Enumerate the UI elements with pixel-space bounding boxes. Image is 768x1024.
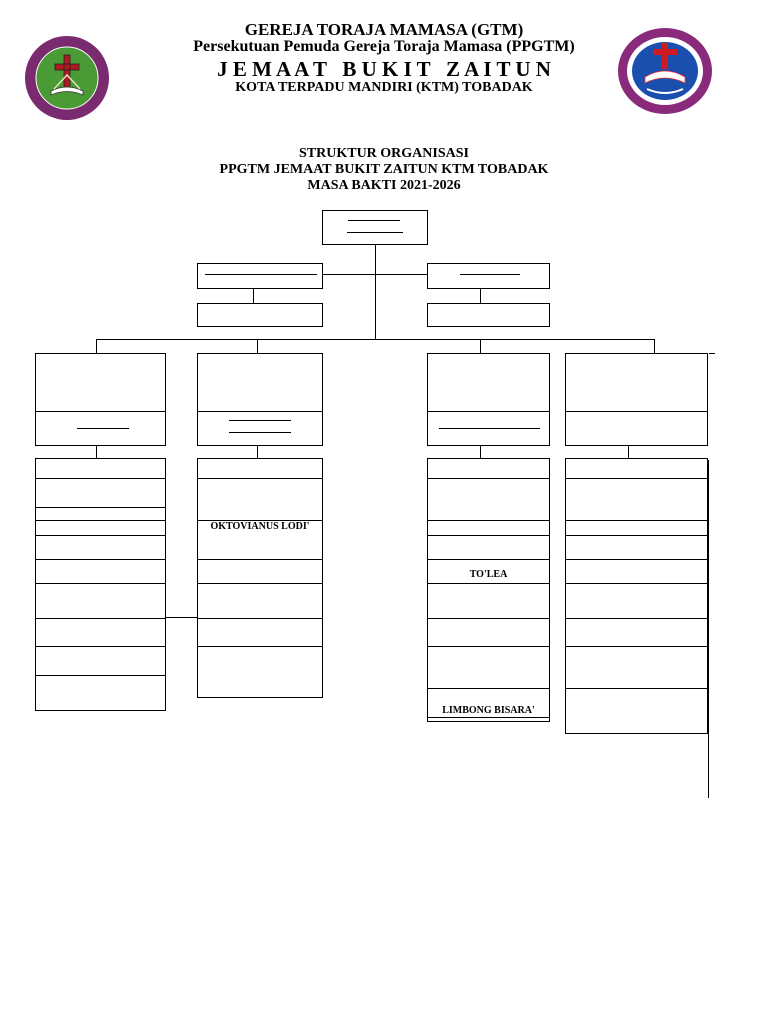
member-list-1 — [35, 458, 166, 711]
row-divider — [428, 478, 549, 479]
row-divider — [428, 559, 549, 560]
org-structure-title: STRUKTUR ORGANISASI — [299, 146, 469, 161]
row-divider — [36, 520, 165, 521]
header-congregation: J E M A A T B U K I T Z A I T U N — [217, 57, 551, 81]
chairman-name-line — [348, 220, 400, 221]
division-2-name-line — [229, 420, 291, 421]
row-divider — [566, 688, 707, 689]
row-divider — [428, 520, 549, 521]
divider — [198, 411, 322, 412]
member-name: TO'LEA — [469, 569, 508, 580]
row-divider — [566, 583, 707, 584]
connector — [654, 339, 655, 353]
connector — [96, 339, 97, 353]
row-divider — [428, 535, 549, 536]
secretary-box — [197, 263, 323, 289]
connector — [480, 339, 481, 353]
row-divider — [428, 618, 549, 619]
row-divider — [566, 478, 707, 479]
row-divider — [36, 646, 165, 647]
division-box-2 — [197, 353, 323, 446]
row-divider — [566, 559, 707, 560]
org-structure-period: MASA BAKTI 2021-2026 — [307, 178, 461, 193]
row-divider — [36, 618, 165, 619]
row-divider — [198, 583, 322, 584]
row-divider — [566, 618, 707, 619]
divider — [428, 411, 549, 412]
connector — [253, 289, 254, 303]
row-divider — [428, 583, 549, 584]
divider — [36, 411, 165, 412]
header-church-name: GEREJA TORAJA MAMASA (GTM) — [244, 20, 524, 39]
division-box-4 — [565, 353, 708, 446]
row-divider — [36, 478, 165, 479]
member-list-3 — [427, 458, 550, 722]
secretary-name-line — [205, 274, 317, 275]
member-list-2 — [197, 458, 323, 698]
connector — [628, 446, 629, 458]
row-divider — [428, 717, 549, 718]
org-structure-subtitle: PPGTM JEMAAT BUKIT ZAITUN KTM TOBADAK — [219, 162, 549, 177]
row-divider — [36, 675, 165, 676]
row-divider — [566, 535, 707, 536]
divider — [566, 411, 707, 412]
row-divider — [36, 535, 165, 536]
header-city: KOTA TERPADU MANDIRI (KTM) TOBADAK — [235, 80, 533, 95]
row-divider — [198, 618, 322, 619]
connector — [257, 339, 258, 353]
treasurer-name-line — [460, 274, 520, 275]
connector — [709, 353, 715, 354]
row-divider — [36, 559, 165, 560]
member-list-4 — [565, 458, 708, 734]
connector — [166, 617, 197, 618]
deputy-treasurer-box — [427, 303, 550, 327]
row-divider — [198, 559, 322, 560]
connector — [257, 446, 258, 458]
division-box-1 — [35, 353, 166, 446]
row-divider — [566, 646, 707, 647]
division-box-3 — [427, 353, 550, 446]
connector — [323, 274, 427, 275]
row-divider — [566, 520, 707, 521]
connector — [708, 460, 709, 798]
connector — [96, 446, 97, 458]
chairman-title-line — [347, 232, 403, 233]
connector — [96, 339, 655, 340]
row-divider — [428, 646, 549, 647]
treasurer-box — [427, 263, 550, 289]
member-name: LIMBONG BISARA' — [442, 705, 535, 716]
row-divider — [36, 507, 165, 508]
row-divider — [198, 478, 322, 479]
connector — [480, 289, 481, 303]
deputy-secretary-box — [197, 303, 323, 327]
member-name: OKTOVIANUS LODI' — [210, 521, 310, 532]
header-youth-fellowship: Persekutuan Pemuda Gereja Toraja Mamasa (PPGTM) — [193, 38, 575, 55]
row-divider — [36, 583, 165, 584]
row-divider — [428, 688, 549, 689]
chairman-box — [322, 210, 428, 245]
connector — [375, 245, 376, 340]
connector — [480, 446, 481, 458]
division-3-name-line — [439, 428, 540, 429]
division-1-name-line — [77, 428, 129, 429]
row-divider — [198, 646, 322, 647]
division-2-title-line — [229, 432, 291, 433]
